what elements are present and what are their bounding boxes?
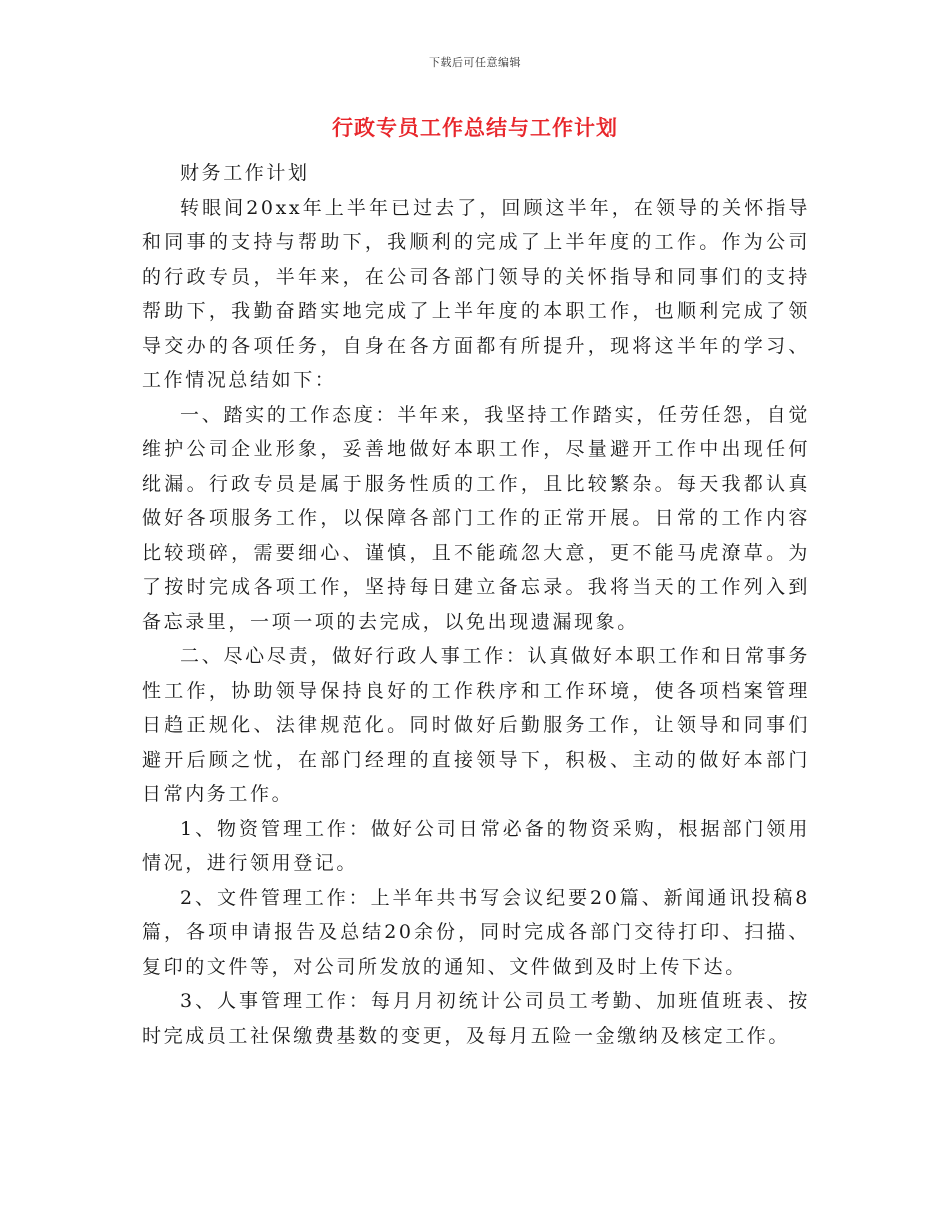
paragraph-materials: 1、物资管理工作：做好公司日常必备的物资采购，根据部门领用情况，进行领用登记。 <box>142 817 810 874</box>
document-title: 行政专员工作总结与工作计划 <box>332 115 618 140</box>
header-note: 下载后可任意编辑 <box>429 56 521 69</box>
paragraph-section-heading: 财务工作计划 <box>180 162 310 184</box>
paragraph-work-attitude: 一、踏实的工作态度：半年来，我坚持工作踏实，任劳任怨，自觉维护公司企业形象，妥善地做好本职工作，尽量避开工作中出现任何纰漏。行政专员是属于服务性质的工作，且比较繁杂。每天我都认真做好各项服务工作，以保障各部门工作的正常开展。日常的工作内容比较琐碎，需要细心、谨慎，且不能疏忽大意，更不能马虎潦草。为了按时完成各项工作，坚持每日建立备忘录。我将当天的工作列入到备忘录里，一项一项的去完成，以免出现遗漏现象。 <box>142 403 810 633</box>
paragraph-documents: 2、文件管理工作：上半年共书写会议纪要20篇、新闻通讯投稿8篇，各项申请报告及总结20余份，同时完成各部门交待打印、扫描、复印的文件等，对公司所发放的通知、文件做到及时上传下达。 <box>142 886 810 978</box>
paragraph-admin-hr: 二、尽心尽责，做好行政人事工作：认真做好本职工作和日常事务性工作，协助领导保持良好的工作秩序和工作环境，使各项档案管理日趋正规化、法律规范化。同时做好后勤服务工作，让领导和同事们避开后顾之忧，在部门经理的直接领导下，积极、主动的做好本部门日常内务工作。 <box>142 645 810 805</box>
paragraph-personnel: 3、人事管理工作：每月月初统计公司员工考勤、加班值班表、按时完成员工社保缴费基数的变更，及每月五险一金缴纳及核定工作。 <box>142 990 810 1047</box>
paragraph-intro: 转眼间20xx年上半年已过去了，回顾这半年，在领导的关怀指导和同事的支持与帮助下，我顺利的完成了上半年度的工作。作为公司的行政专员，半年来，在公司各部门领导的关怀指导和同事们的支持帮助下，我勤奋踏实地完成了上半年度的本职工作，也顺利完成了领导交办的各项任务，自身在各方面都有所提升，现将这半年的学习、工作情况总结如下： <box>142 196 810 391</box>
document-body <box>142 156 810 1053</box>
